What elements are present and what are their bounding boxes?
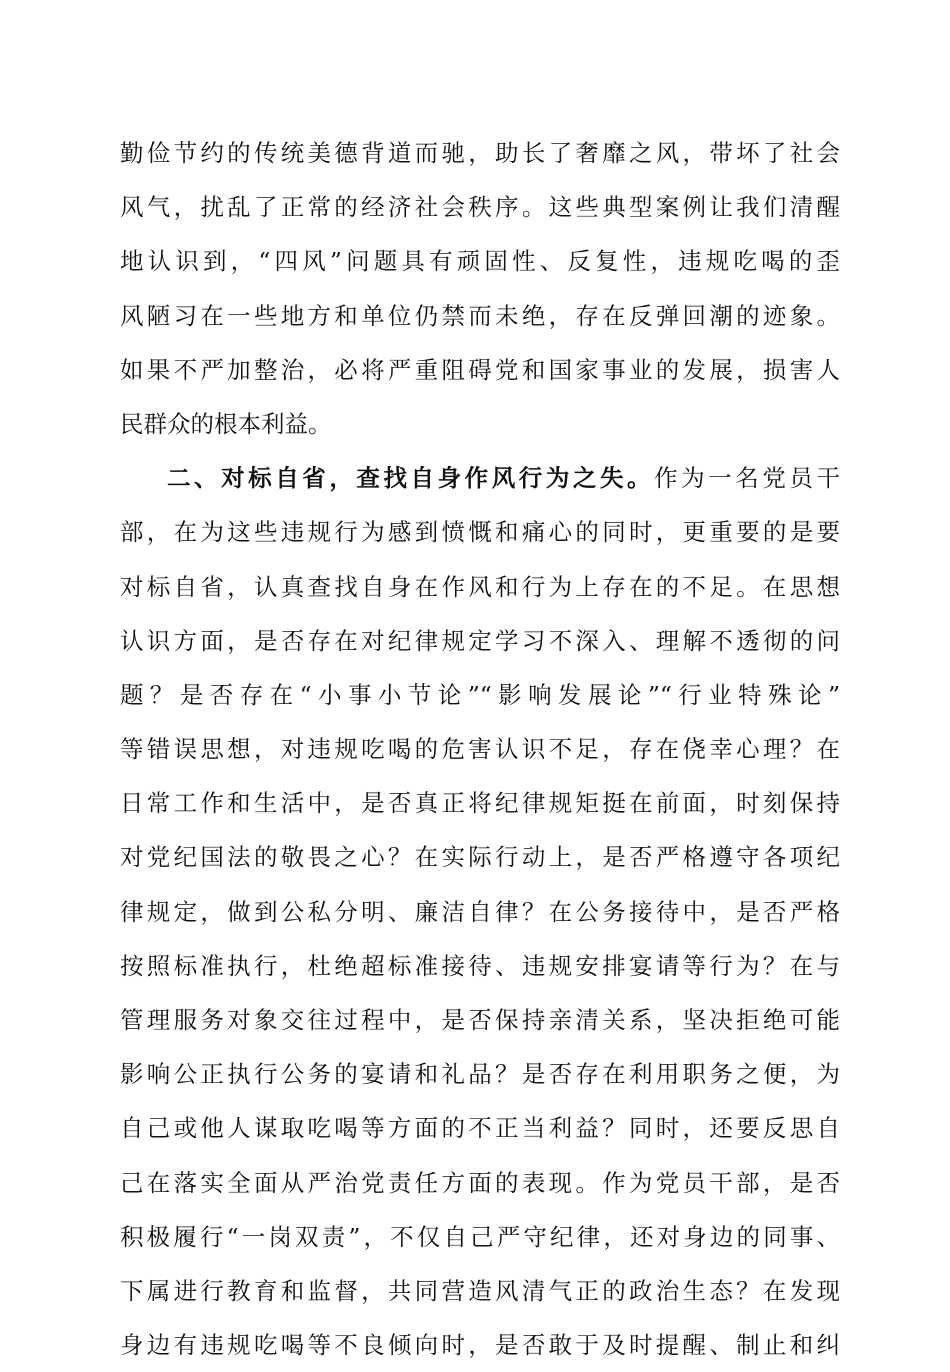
paragraph-line: 民群众的根本利益。: [120, 409, 332, 438]
paragraph-line: 按照标准执行，杜绝超标准接待、违规安排宴请等行为？在与: [120, 951, 840, 980]
section-heading-line: [120, 451, 840, 505]
paragraph-line: 勤俭节约的传统美德背道而驰，助长了奢靡之风，带坏了社会: [120, 139, 840, 167]
section-heading: 二、对标自省，查找自身作风行为之失。: [167, 464, 655, 493]
paragraph-line: 积极履行“一岗双责”，不仅自己严守纪律，还对身边的同事、: [120, 1222, 840, 1251]
paragraph-line: 身边有违规吃喝等不良倾向时，是否敢于及时提醒、制止和纠: [120, 1331, 840, 1360]
paragraph-line: 下属进行教育和监督，共同营造风清气正的政治生态？在发现: [120, 1276, 840, 1305]
paragraph-line: 影响公正执行公务的宴请和礼品？是否存在利用职务之便，为: [120, 1060, 840, 1089]
paragraph-line: 部，在为这些违规行为感到愤慨和痛心的同时，更重要的是要: [120, 518, 840, 547]
paragraph-line: 题？是否存在“小事小节论”“影响发展论”“行业特殊论”: [120, 680, 840, 709]
paragraph-line: 管理服务对象交往过程中，是否保持亲清关系，坚决拒绝可能: [120, 1006, 840, 1034]
paragraph-line: 对标自省，认真查找自身在作风和行为上存在的不足。在思想: [120, 572, 840, 601]
paragraph-line: 日常工作和生活中，是否真正将纪律规矩挺在前面，时刻保持: [120, 789, 840, 818]
paragraph-line: 律规定，做到公私分明、廉洁自律？在公务接待中，是否严格: [120, 897, 840, 926]
paragraph-line: 自己或他人谋取吃喝等方面的不正当利益？同时，还要反思自: [120, 1114, 840, 1143]
paragraph-line: 地认识到，“四风”问题具有顽固性、反复性，违规吃喝的歪: [120, 247, 840, 276]
paragraph-line: 对党纪国法的敬畏之心？在实际行动上，是否严格遵守各项纪: [120, 843, 840, 872]
document-body: [120, 126, 840, 1372]
paragraph-text: 作为一名党员干: [654, 464, 840, 493]
paragraph-line: 风气，扰乱了正常的经济社会秩序。这些典型案例让我们清醒: [120, 193, 840, 222]
paragraph-line: 如果不严加整治，必将严重阻碍党和国家事业的发展，损害人: [120, 355, 840, 384]
paragraph-line: 认识方面，是否存在对纪律规定学习不深入、理解不透彻的问: [120, 626, 840, 655]
paragraph-line: 等错误思想，对违规吃喝的危害认识不足，存在侥幸心理？在: [120, 735, 840, 764]
paragraph-line: 风陋习在一些地方和单位仍禁而未绝，存在反弹回潮的迹象。: [120, 301, 840, 330]
paragraph-line: 己在落实全面从严治党责任方面的表现。作为党员干部，是否: [120, 1168, 840, 1197]
